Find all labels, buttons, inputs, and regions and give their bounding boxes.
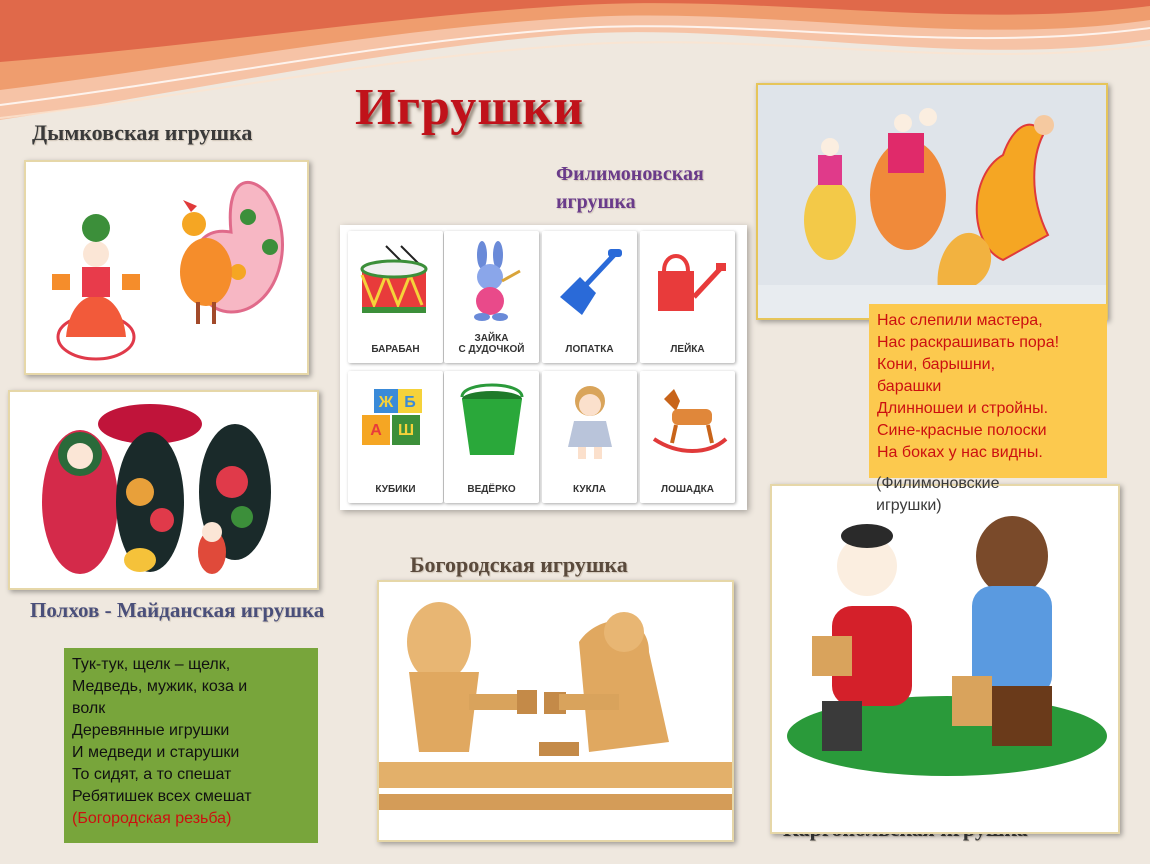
poem-line: Длинношеи и стройны. [877, 400, 1049, 417]
slide-title: Игрушки [355, 79, 585, 136]
poem-note-line1: (Филимоновские [876, 475, 1000, 492]
block-letter: Ж [378, 394, 394, 411]
card-label: ВЕДЁРКО [467, 484, 516, 495]
poem-line: И медведи и старушки [72, 744, 240, 761]
caption-filimonovo [556, 160, 704, 216]
poem-line: Нас раскрашивать пора! [877, 334, 1060, 351]
card-watering-can [640, 231, 735, 363]
card-blocks [348, 371, 443, 503]
matryoshka-icon [10, 392, 317, 588]
poem-bogorodsk-note: (Богородская резьба) [72, 810, 232, 827]
block-letter: Ш [397, 422, 415, 439]
card-shovel [542, 231, 637, 363]
dymkovo-toys-photo [24, 160, 309, 375]
filimonovo-toys-photo [756, 83, 1108, 320]
carved-wooden-bear-icon [379, 582, 732, 840]
blocks-icon [356, 381, 436, 461]
card-label: ЛЕЙКА [670, 344, 705, 355]
poem-filimonovo [869, 304, 1107, 478]
poem-filimonovo-note [876, 473, 1000, 517]
polkhov-maidan-toys-photo [8, 390, 319, 590]
poem-line: Ребятишек всех смешат [72, 788, 252, 805]
poem-line: Тук-тук, щелк – щелк, [72, 656, 231, 673]
poem-line: Сине-красные полоски [877, 422, 1047, 439]
caption-filimonovo-line2: игрушка [556, 191, 636, 213]
toy-cards-panel [340, 225, 747, 510]
card-label: ЗАЙКА С ДУДОЧКОЙ [458, 333, 525, 355]
card-label: КУБИКИ [375, 484, 416, 495]
poem-line: То сидят, а то спешат [72, 766, 232, 783]
block-letter: Б [404, 394, 416, 411]
card-doll [542, 371, 637, 503]
caption-bogorodsk: Богородская игрушка [410, 552, 628, 577]
card-bucket [444, 371, 539, 503]
card-label: ЛОПАТКА [565, 344, 614, 355]
caption-dymkovo: Дымковская игрушка [32, 120, 253, 145]
card-rocking-horse [640, 371, 735, 503]
watering-can-icon [648, 241, 728, 321]
card-label: БАРАБАН [371, 344, 420, 355]
filimonovo-figures-icon [758, 85, 1106, 318]
block-letter: А [370, 422, 382, 439]
card-label: КУКЛА [573, 484, 606, 495]
shovel-icon [550, 241, 630, 321]
kargopol-toys-photo [770, 484, 1120, 834]
card-drum [348, 231, 443, 363]
caption-polkhov: Полхов - Майданская игрушка [30, 598, 325, 622]
card-label: ЛОШАДКА [661, 484, 714, 495]
poem-line: Деревянные игрушки [72, 722, 230, 739]
drum-icon [356, 241, 436, 321]
poem-bogorodsk [64, 648, 318, 843]
poem-line: барашки [877, 378, 942, 395]
bucket-icon [452, 381, 532, 461]
rocking-horse-icon [648, 381, 728, 461]
bunny-icon [452, 241, 532, 321]
kargopol-figures-icon [772, 486, 1118, 832]
caption-filimonovo-line1: Филимоновская [556, 163, 704, 185]
poem-line: Кони, барышни, [877, 356, 996, 373]
poem-line: Нас слепили мастера, [877, 312, 1043, 329]
card-bunny [444, 231, 539, 363]
poem-line: волк [72, 700, 106, 717]
poem-line: Медведь, мужик, коза и [72, 678, 248, 695]
dymkovo-figures-icon [26, 162, 307, 373]
doll-icon [550, 381, 630, 461]
bogorodsk-toys-photo [377, 580, 734, 842]
poem-note-line2: игрушки) [876, 497, 942, 514]
poem-line: На боках у нас видны. [877, 444, 1043, 461]
